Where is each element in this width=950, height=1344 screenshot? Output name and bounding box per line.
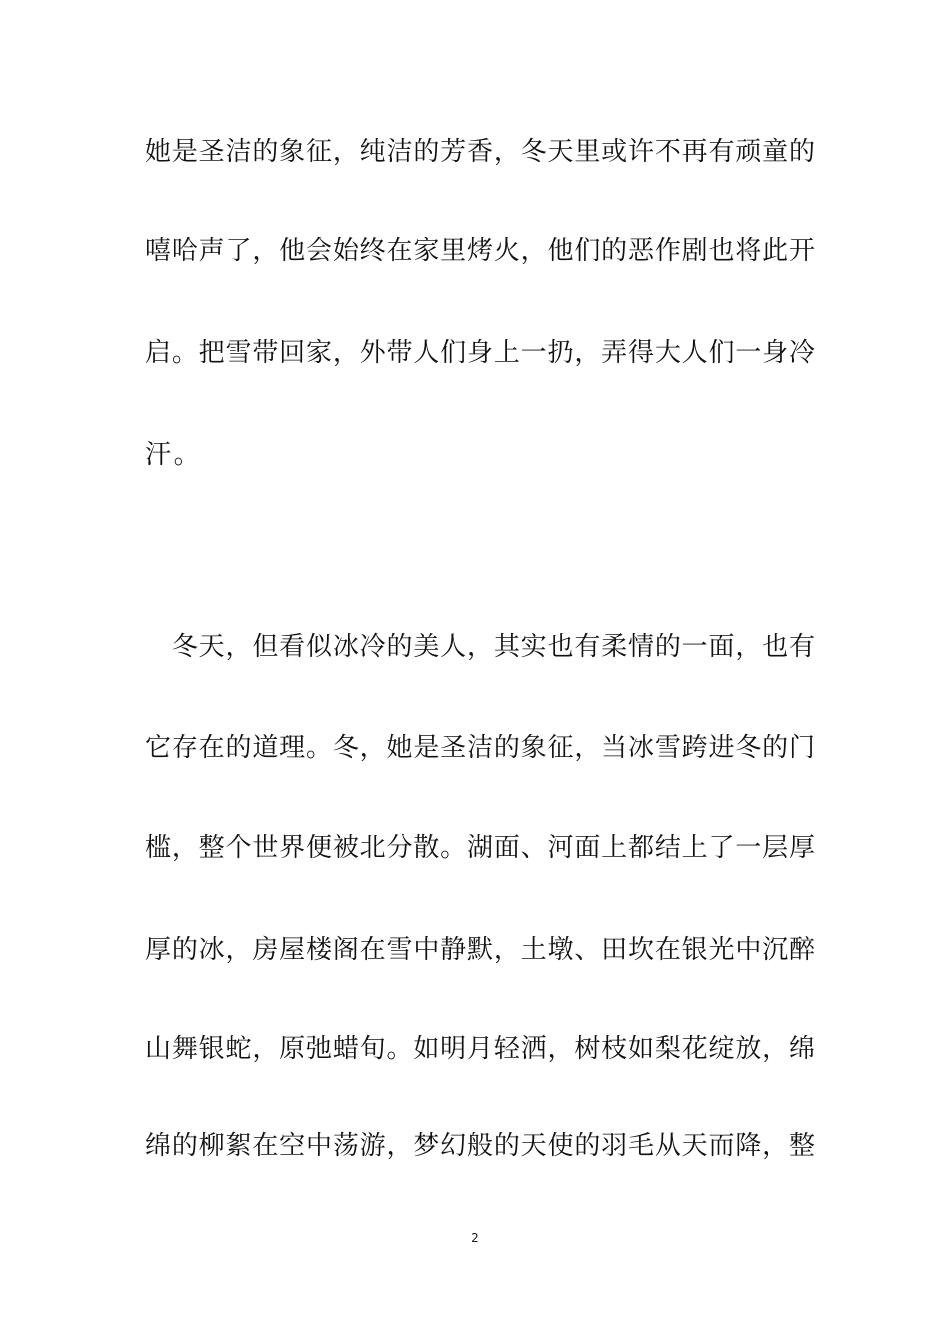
paragraph-line: 冬天，但看似冰冷的美人，其实也有柔情的一面，也有: [145, 632, 815, 662]
page-number: 2: [471, 1231, 479, 1245]
paragraph-line: 启。把雪带回家，外带人们身上一扔，弄得大人们一身冷: [145, 338, 815, 368]
paragraph-line: 嘻哈声了，他会始终在家里烤火，他们的恶作剧也将此开: [145, 236, 815, 266]
paragraph-line: 山舞银蛇，原弛蜡旬。如明月轻洒，树枝如梨花绽放，绵: [145, 1034, 815, 1064]
paragraph-line: 汗。: [145, 440, 203, 470]
paragraph-line: 槛，整个世界便被北分散。湖面、河面上都结上了一层厚: [145, 833, 815, 863]
paragraph-line: 厚的冰，房屋楼阁在雪中静默，土墩、田坎在银光中沉醉: [145, 935, 815, 965]
paragraph-line: 她是圣洁的象征，纯洁的芳香，冬天里或许不再有顽童的: [145, 137, 815, 167]
paragraph-line: 绵的柳絮在空中荡游，梦幻般的天使的羽毛从天而降，整: [145, 1131, 815, 1161]
paragraph-line: 它存在的道理。冬，她是圣洁的象征，当冰雪跨进冬的门: [145, 733, 815, 763]
